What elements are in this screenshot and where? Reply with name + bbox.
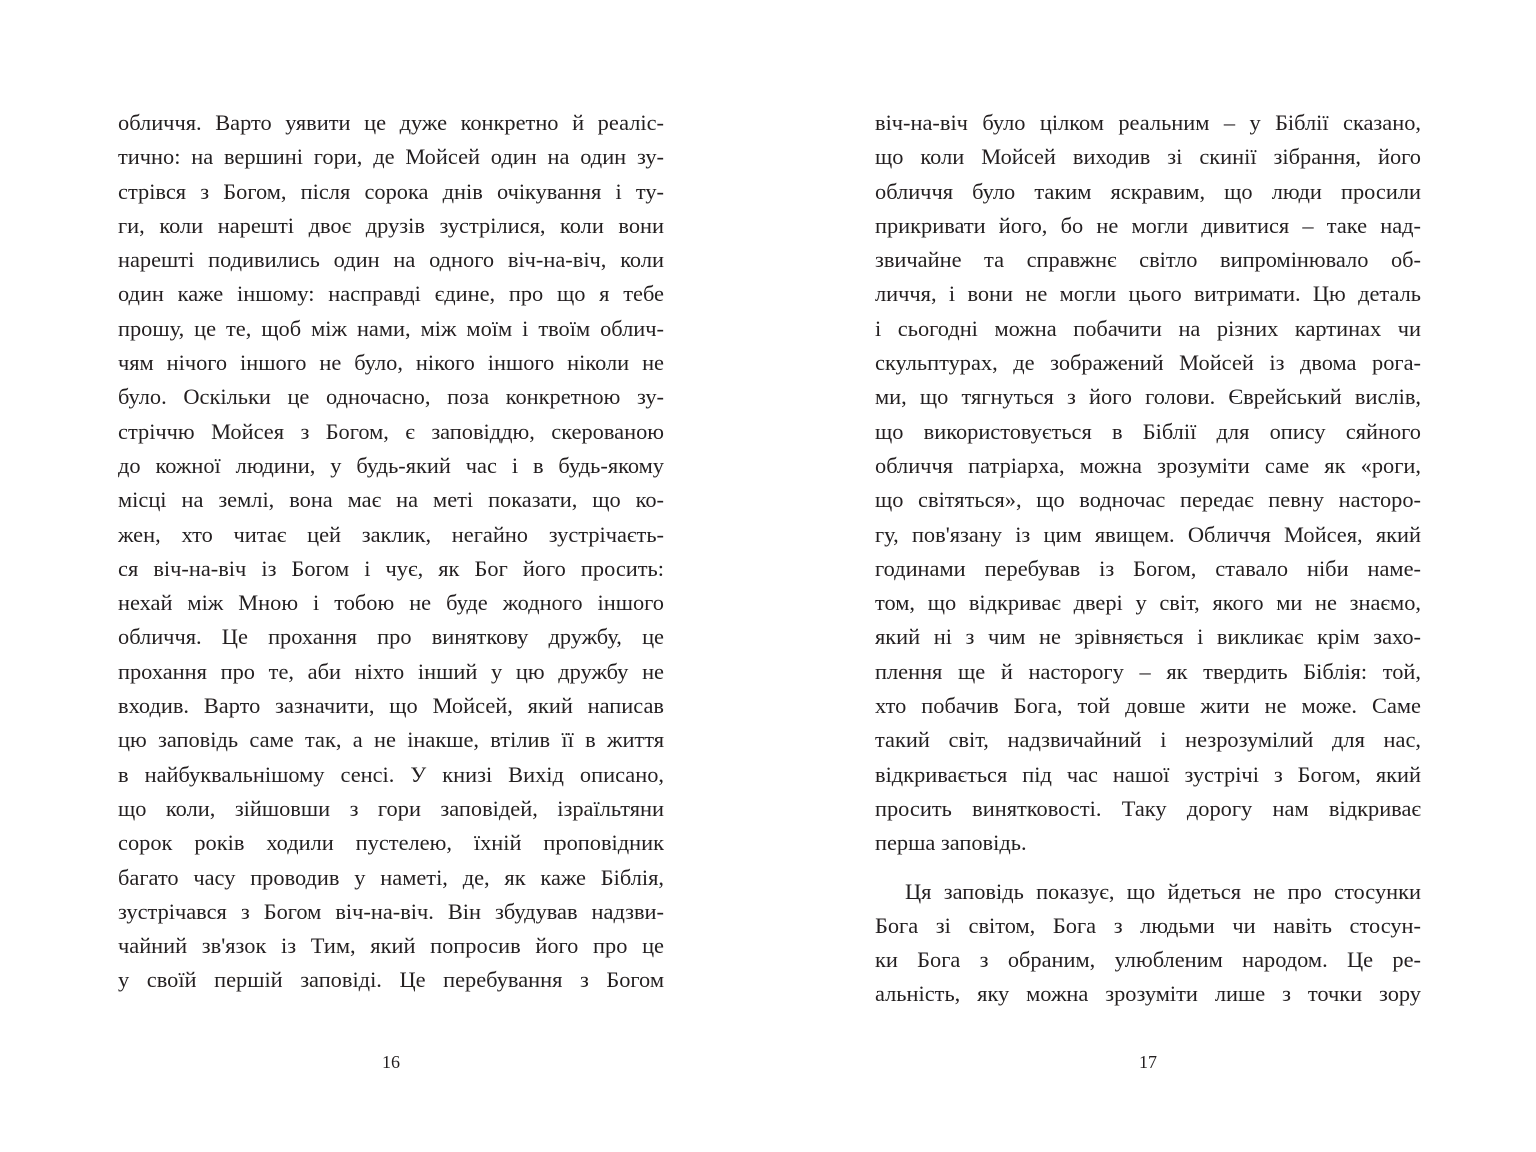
text-line: тично: на вершині гори, де Мойсей один на один зу- <box>118 144 664 170</box>
text-line: що коли, зійшовши з гори заповідей, ізраїльтяни <box>118 795 664 821</box>
text-line: обличчя. Варто уявити це дуже конкретно й реаліс- <box>118 110 664 135</box>
text-line: альність, яку можна зрозуміти лише з точки зору <box>875 981 1421 1007</box>
text-line: плення ще й насторогу – як твердить Біблія: той, <box>875 658 1421 684</box>
text-line: такий світ, надзвичайний і незрозумілий для нас, <box>875 727 1421 753</box>
text-line: до кожної людини, у будь-який час і в будь-якому <box>118 452 664 478</box>
text-line: було. Оскільки це одночасно, поза конкретною зу- <box>118 384 664 410</box>
text-line: ся віч-на-віч із Богом і чує, як Бог його просить: <box>118 555 664 581</box>
text-line: входив. Варто зазначити, що Мойсей, який написав <box>118 693 664 719</box>
right-page-text <box>875 106 1421 1012</box>
text-line: віч-на-віч було цілком реальним – у Біблії сказано, <box>875 110 1421 135</box>
text-line: сорок років ходили пустелею, їхній проповідник <box>118 830 664 856</box>
text-line: прошу, це те, щоб між нами, між моїм і твоїм облич- <box>118 315 664 341</box>
text-line: що використовується в Біблії для опису сяйного <box>875 418 1421 444</box>
text-line: нарешті подивились один на одного віч-на-віч, коли <box>118 247 664 273</box>
text-line: чайний зв'язок із Тим, який попросив його про це <box>118 933 664 959</box>
text-line: один каже іншому: насправді єдине, про що я тебе <box>118 281 664 307</box>
text-line: чям нічого іншого не було, нікого іншого ніколи не <box>118 350 664 376</box>
text-line: місці на землі, вона має на меті показати, що ко- <box>118 487 664 513</box>
text-line: звичайне та справжнє світло випромінювало об- <box>875 247 1421 273</box>
text-line: ми, що тягнуться з його голови. Єврейський вислів, <box>875 384 1421 410</box>
text-line: прикривати його, бо не могли дивитися – таке над- <box>875 212 1421 238</box>
text-line: прохання про те, аби ніхто інший у цю дружбу не <box>118 658 664 684</box>
text-line: відкривається під час нашої зустрічі з Богом, який <box>875 761 1421 787</box>
text-line: том, що відкриває двері у світ, якого ми не знаємо, <box>875 590 1421 616</box>
text-line: обличчя було таким яскравим, що люди просили <box>875 178 1421 204</box>
text-line: годинами перебував із Богом, ставало ніби наме- <box>875 555 1421 581</box>
paragraph-gap <box>875 861 1421 875</box>
text-line: жен, хто читає цей заклик, негайно зустрічаєть- <box>118 521 664 547</box>
page-number-right: 17 <box>1139 1052 1157 1072</box>
text-line: зустрічався з Богом віч-на-віч. Він збудував надзви- <box>118 898 664 924</box>
text-line: ги, коли нарешті двоє друзів зустрілися, коли вони <box>118 212 664 238</box>
text-line: що коли Мойсей виходив зі скинії зібрання, його <box>875 144 1421 170</box>
text-line: багато часу проводив у наметі, де, як каже Біблія, <box>118 864 664 890</box>
text-line: хто побачив Бога, той довше жити не може. Саме <box>875 693 1421 719</box>
text-line: стріччю Мойсея з Богом, є заповіддю, скерованою <box>118 418 664 444</box>
text-line: обличчя патріарха, можна зрозуміти саме як «роги, <box>875 452 1421 478</box>
text-line: стрівся з Богом, після сорока днів очікування і ту- <box>118 178 664 204</box>
text-line: який ні з чим не зрівняється і викликає крім захо- <box>875 624 1421 650</box>
page-number-left: 16 <box>382 1052 400 1072</box>
text-line: ки Бога з обраним, улюбленим народом. Це ре- <box>875 947 1421 973</box>
text-line: Бога зі світом, Бога з людьми чи навіть стосун- <box>875 912 1421 938</box>
left-page-text <box>118 106 664 998</box>
text-line: личчя, і вони не могли цього витримати. Цю деталь <box>875 281 1421 307</box>
text-line: що світяться», що водночас передає певну насторо- <box>875 487 1421 513</box>
text-line: Ця заповідь показує, що йдеться не про стосунки <box>905 878 1421 904</box>
text-line: і сьогодні можна побачити на різних картинах чи <box>875 315 1421 341</box>
text-line: просить винятковості. Таку дорогу нам відкриває <box>875 795 1421 821</box>
text-line: перша заповідь. <box>875 830 1027 856</box>
text-line: гу, пов'язану із цим явищем. Обличчя Мойсея, який <box>875 521 1421 547</box>
text-line: у своїй першій заповіді. Це перебування з Богом <box>118 967 664 993</box>
text-line: в найбуквальнішому сенсі. У книзі Вихід описано, <box>118 761 664 787</box>
text-line: обличчя. Це прохання про виняткову дружбу, це <box>118 624 664 650</box>
text-line: нехай між Мною і тобою не буде жодного іншого <box>118 590 664 616</box>
text-line: скульптурах, де зображений Мойсей із двома рога- <box>875 350 1421 376</box>
text-line: цю заповідь саме так, а не інакше, втілив її в життя <box>118 727 664 753</box>
